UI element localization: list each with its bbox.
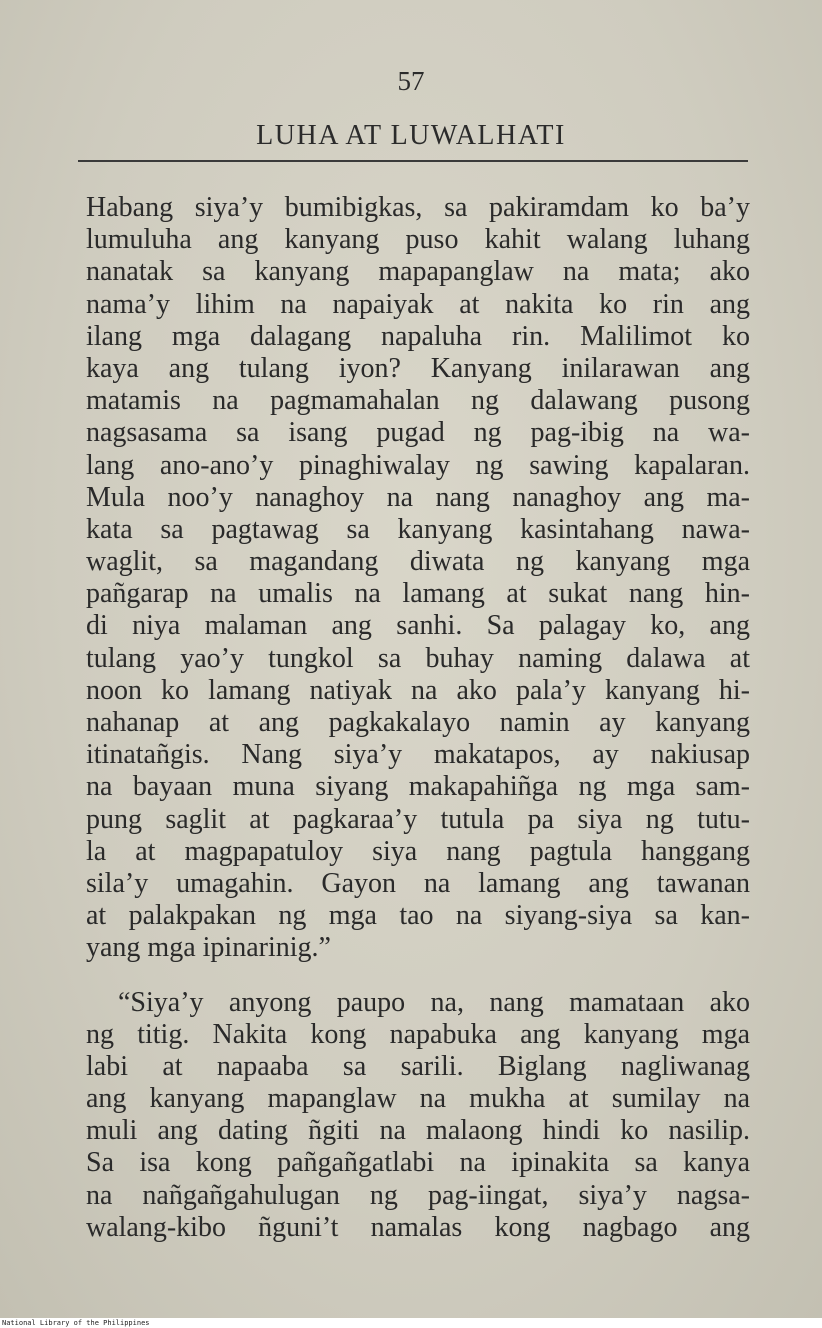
text-line: nanatak sa kanyang mapapanglaw na mata; ako <box>86 256 750 288</box>
text-line: lumuluha ang kanyang puso kahit walang luhang <box>86 224 750 256</box>
text-line: walang-kibo ñguni’t namalas kong nagbago ang <box>86 1211 750 1243</box>
text-line: waglit, sa magandang diwata ng kanyang mga <box>86 546 750 578</box>
running-title: LUHA AT LUWALHATI <box>256 120 566 151</box>
text-line: sila’y umagahin. Gayon na lamang ang tawanan <box>86 867 750 899</box>
text-line: lang ano-ano’y pinaghiwalay ng sawing kapalaran. <box>86 449 750 481</box>
text-line: na bayaan muna siyang makapahiñga ng mga sam- <box>86 771 750 803</box>
text-line: pung saglit at pagkaraa’y tutula pa siya ng tutu- <box>86 803 750 835</box>
text-line: Sa isa kong pañgañgatlabi na ipinakita sa kanya <box>86 1147 750 1179</box>
text-line: ilang mga dalagang napaluha rin. Malilimot ko <box>86 320 750 352</box>
text-line: at palakpakan ng mga tao na siyang-siya sa kan- <box>86 900 750 932</box>
text-line: tulang yao’y tungkol sa buhay naming dalawa at <box>86 642 750 674</box>
text-line: muli ang dating ñgiti na malaong hindi ko nasilip. <box>86 1115 750 1147</box>
footer-strip <box>0 1318 822 1328</box>
text-line: ang kanyang mapanglaw na mukha at sumilay na <box>86 1083 750 1115</box>
text-line: na nañgañgahulugan ng pag-iingat, siya’y nagsa- <box>86 1179 750 1211</box>
text-line: la at magpapatuloy siya nang pagtula hanggang <box>86 835 750 867</box>
text-line: nagsasama sa isang pugad ng pag-ibig na wa- <box>86 417 750 449</box>
text-line: nama’y lihim na napaiyak at nakita ko rin ang <box>86 288 750 320</box>
text-line: pañgarap na umalis na lamang at sukat nang hin- <box>86 578 750 610</box>
text-line: “Siya’y anyong paupo na, nang mamataan ako <box>118 986 750 1018</box>
text-line: yang mga ipinarinig.” <box>86 932 331 964</box>
header-rule <box>78 160 748 162</box>
text-line: nahanap at ang pagkakalayo namin ay kanyang <box>86 707 750 738</box>
text-line: noon ko lamang natiyak na ako pala’y kanyang hi- <box>86 674 750 706</box>
body-text <box>86 192 750 1244</box>
paragraph-2 <box>86 987 750 1245</box>
page-number: 57 <box>397 66 425 96</box>
paragraph-gap <box>86 965 750 987</box>
text-line: kata sa pagtawag sa kanyang kasintahang nawa- <box>86 513 750 545</box>
text-line: Mula noo’y nanaghoy na nang nanaghoy ang ma- <box>86 481 750 513</box>
text-line: kaya ang tulang iyon? Kanyang inilarawan ang <box>86 352 750 384</box>
text-line: Habang siya’y bumibigkas, sa pakiramdam ko ba’y <box>86 192 750 223</box>
library-credit: National Library of the Philippines <box>2 1319 150 1327</box>
paragraph-1 <box>86 192 750 965</box>
text-line: labi at napaaba sa sarili. Biglang nagliwanag <box>86 1050 750 1082</box>
text-line: di niya malaman ang sanhi. Sa palagay ko, ang <box>86 610 750 642</box>
text-line: matamis na pagmamahalan ng dalawang pusong <box>86 385 750 417</box>
text-line: ng titig. Nakita kong napabuka ang kanyang mga <box>86 1018 750 1050</box>
text-line: itinatañgis. Nang siya’y makatapos, ay nakiusap <box>86 739 750 771</box>
